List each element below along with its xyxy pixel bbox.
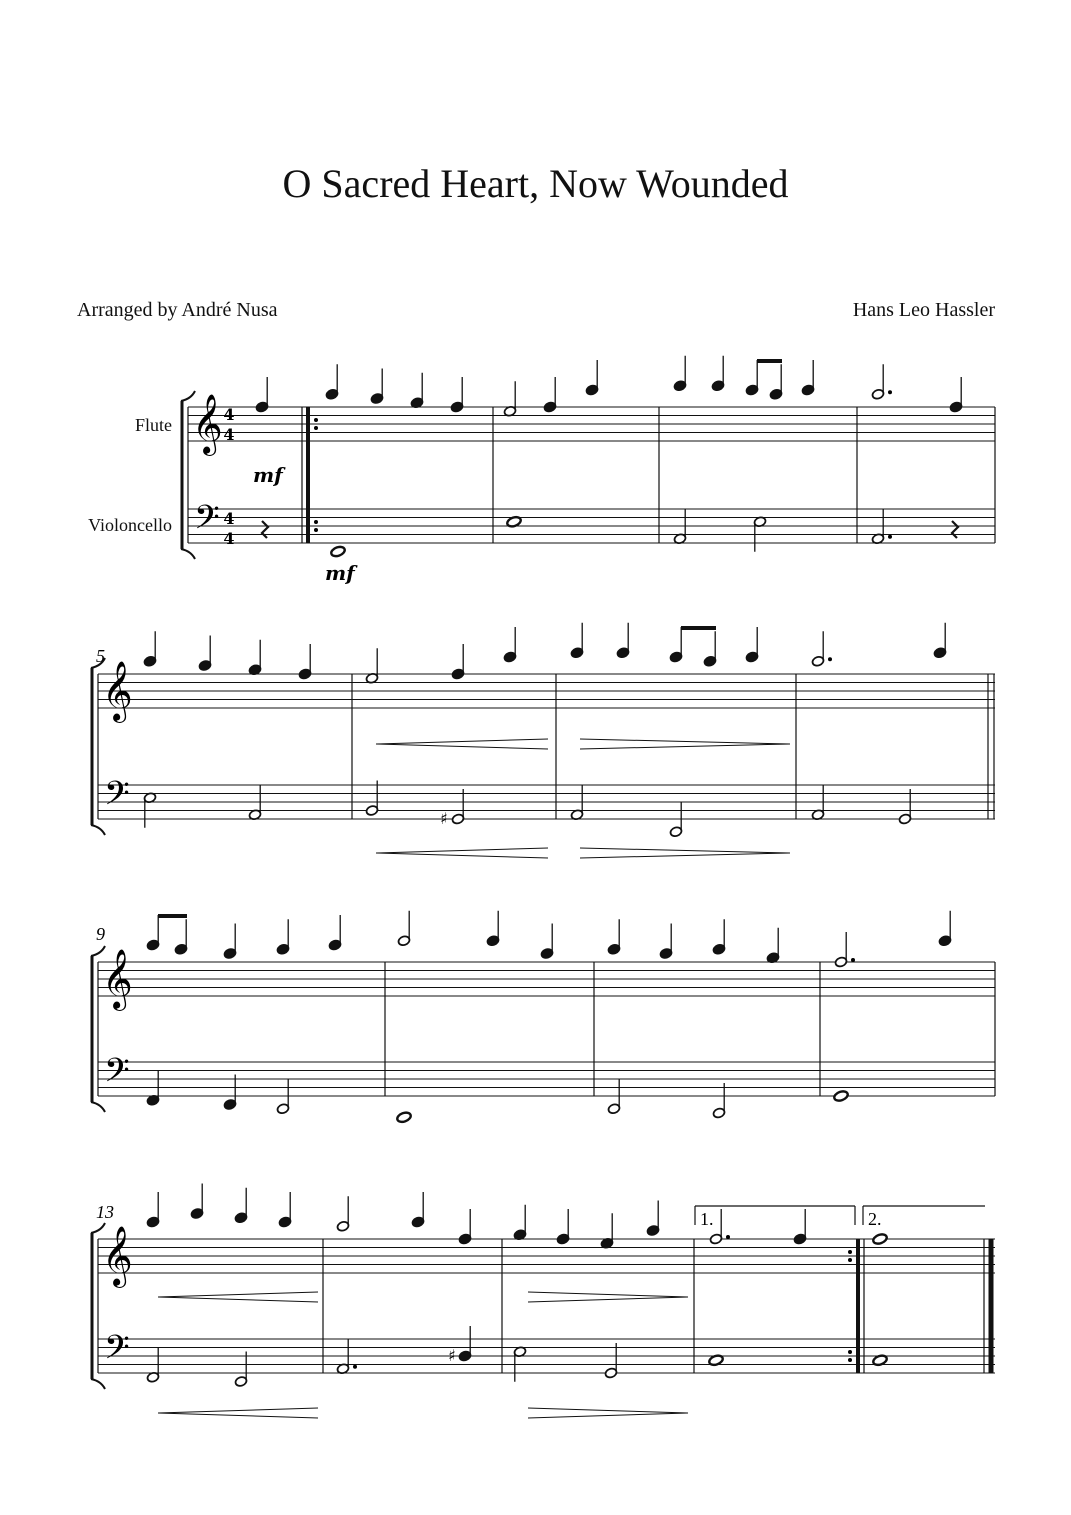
repeat-dot [848, 1358, 852, 1362]
repeat-dot [314, 426, 318, 430]
note-beam [757, 359, 782, 363]
system-bracket [91, 825, 105, 835]
treble-clef-icon: 𝄞 [102, 661, 133, 721]
repeat-dot [848, 1258, 852, 1262]
bass-clef-icon: 𝄢 [104, 1052, 130, 1098]
decrescendo-hairpin [528, 1413, 688, 1418]
decrescendo-hairpin [528, 1408, 688, 1413]
notehead [396, 1111, 412, 1124]
augmentation-dot [888, 535, 892, 539]
bass-clef-icon: 𝄢 [104, 775, 130, 821]
bass-clef-icon: 𝄢 [194, 499, 220, 545]
repeat-dot [848, 1250, 852, 1254]
crescendo-hairpin [376, 848, 548, 853]
crescendo-hairpin [376, 744, 548, 749]
repeat-dot [314, 418, 318, 422]
dynamic-mark-flute: mf [253, 463, 283, 487]
decrescendo-hairpin [528, 1292, 688, 1297]
note-beam [158, 914, 187, 918]
decrescendo-hairpin [528, 1297, 688, 1302]
repeat-dot [314, 528, 318, 532]
instrument-label-flute: Flute [134, 415, 172, 435]
system-bracket [91, 1102, 105, 1112]
sharp-icon: ♯ [448, 1346, 456, 1365]
sharp-icon: ♯ [440, 809, 448, 828]
augmentation-dot [851, 958, 855, 962]
decrescendo-hairpin [580, 848, 790, 853]
decrescendo-hairpin [580, 739, 790, 744]
measure-number: 13 [96, 1202, 114, 1222]
time-sig-num-cello: 4 [223, 509, 235, 528]
augmentation-dot [726, 1235, 730, 1239]
time-sig-num-flute: 4 [223, 405, 235, 424]
notehead [330, 545, 346, 558]
repeat-dot [848, 1350, 852, 1354]
treble-clef-icon: 𝄞 [102, 949, 133, 1009]
augmentation-dot [353, 1365, 357, 1369]
quarter-rest-icon [262, 521, 268, 538]
crescendo-hairpin [158, 1408, 318, 1413]
crescendo-hairpin [158, 1292, 318, 1297]
treble-clef-icon: 𝄞 [192, 394, 223, 454]
bass-clef-icon: 𝄢 [104, 1329, 130, 1375]
quarter-rest-icon [952, 521, 958, 538]
notehead [872, 1233, 888, 1246]
augmentation-dot [828, 657, 832, 661]
dynamic-mark-cello: mf [325, 561, 355, 585]
volta-label-1: 1. [700, 1209, 714, 1229]
treble-clef-icon: 𝄞 [102, 1226, 133, 1286]
composer-credit: Hans Leo Hassler [852, 299, 995, 321]
decrescendo-hairpin [580, 744, 790, 749]
measure-number: 5 [96, 646, 105, 666]
crescendo-hairpin [376, 739, 548, 744]
system-bracket [91, 1379, 105, 1389]
notehead [833, 1090, 849, 1103]
crescendo-hairpin [158, 1413, 318, 1418]
system-bracket [181, 549, 195, 559]
crescendo-hairpin [376, 853, 548, 858]
time-sig-den-cello: 4 [223, 529, 235, 548]
crescendo-hairpin [158, 1297, 318, 1302]
note-beam [681, 626, 716, 630]
time-sig-den-flute: 4 [223, 425, 235, 444]
arranger-credit: Arranged by André Nusa [77, 299, 278, 321]
augmentation-dot [888, 390, 892, 394]
instrument-label-cello: Violoncello [88, 515, 172, 535]
repeat-dot [314, 520, 318, 524]
decrescendo-hairpin [580, 853, 790, 858]
measure-number: 9 [96, 924, 105, 944]
volta-label-2: 2. [868, 1209, 882, 1229]
page-title: O Sacred Heart, Now Wounded [282, 161, 789, 206]
